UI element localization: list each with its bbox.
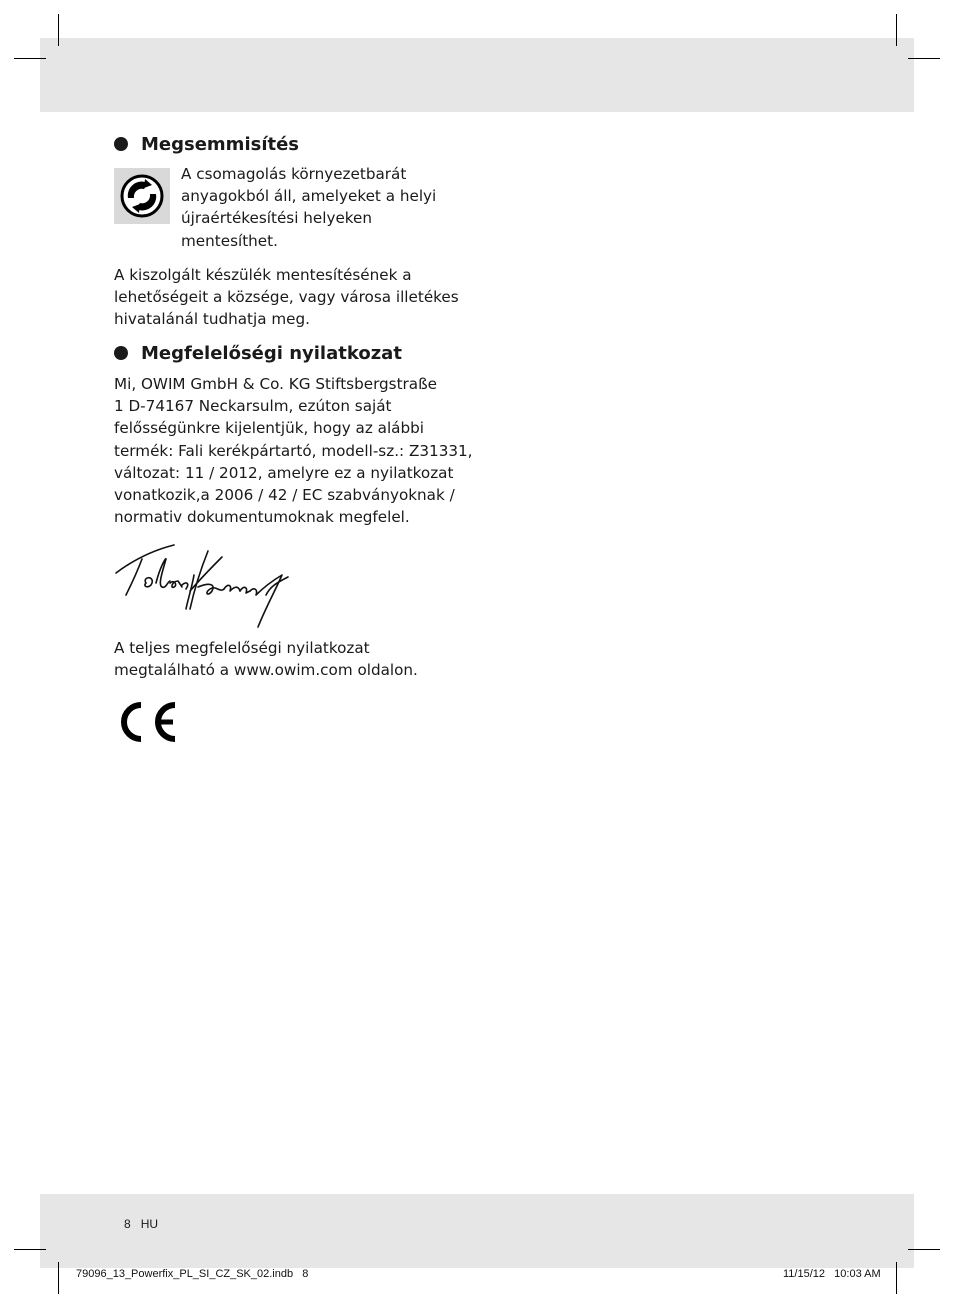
declaration-body: Mi, OWIM GmbH & Co. KG Stiftsbergstraße 1 D-74167 Neckarsulm, ezúton saját felősségünkre kijelentjük, hogy az alábbi termék: Fali kerékpártartó, modell-sz.: Z31331, változat: 11 / 2012, amelyre ez a nyilatkozat vonatkozik,a 2006 / 42 / EC szabványoknak / normativ dokumentumoknak megfelel. xyxy=(114,375,473,527)
top-gray-band xyxy=(40,38,914,112)
page-footer xyxy=(124,1217,158,1231)
handwritten-signature xyxy=(112,537,292,637)
page-number: 8 xyxy=(124,1217,131,1231)
packaging-text: A csomagolás környezetbarát anyagokból áll, amelyeket a helyi újraértékesítési helyeken mentesíthet. xyxy=(181,165,437,250)
bullet-icon xyxy=(114,137,128,151)
print-date: 11/15/12 10:03 AM xyxy=(783,1268,881,1280)
device-disposal-text: A kiszolgált készülék mentesítésének a lehetőségeit a községe, vagy városa illetékes hivatalánál tudhatja meg. xyxy=(114,266,459,329)
crop-mark xyxy=(14,58,46,59)
language-code: HU xyxy=(140,1217,159,1231)
bullet-icon xyxy=(114,346,128,360)
heading-declaration-text: Megfelelőségi nyilatkozat xyxy=(141,343,402,364)
heading-disposal xyxy=(114,134,299,155)
crop-mark xyxy=(908,58,940,59)
crop-mark xyxy=(896,1262,897,1294)
crop-mark xyxy=(58,14,59,46)
crop-mark xyxy=(14,1249,46,1250)
bottom-gray-band xyxy=(40,1194,914,1268)
ce-mark-icon xyxy=(113,701,179,747)
crop-mark xyxy=(58,1262,59,1294)
crop-mark xyxy=(896,14,897,46)
file-slug: 79096_13_Powerfix_PL_SI_CZ_SK_02.indb 8 xyxy=(76,1268,309,1280)
full-declaration-text: A teljes megfelelőségi nyilatkozat megtalálható a www.owim.com oldalon. xyxy=(114,639,418,680)
crop-mark xyxy=(908,1249,940,1250)
heading-disposal-text: Megsemmisítés xyxy=(141,134,300,155)
heading-declaration xyxy=(114,343,402,364)
green-dot-recycling-icon xyxy=(114,168,170,224)
